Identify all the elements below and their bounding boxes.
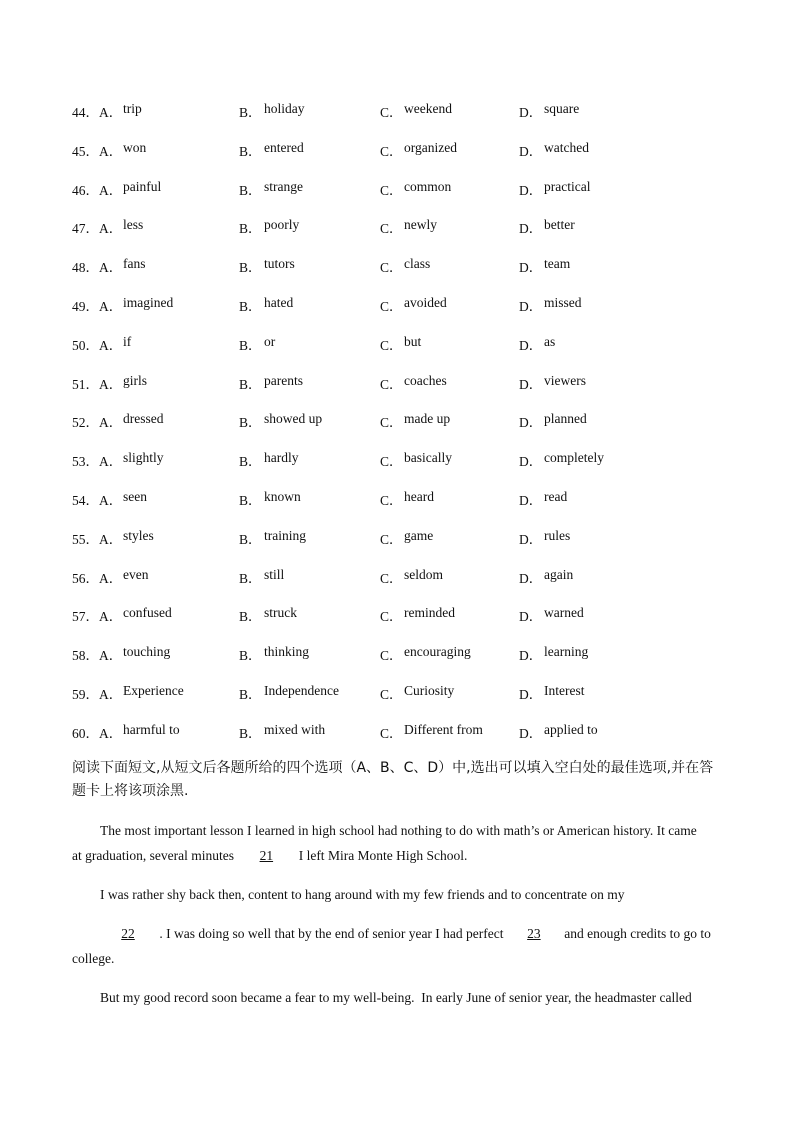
question-number: 51．: [72, 377, 99, 392]
option-label-b: B．: [239, 532, 262, 547]
option-label-a: A．: [99, 144, 123, 159]
blank-21: 21: [259, 848, 274, 863]
option-label-a: A．: [99, 105, 123, 120]
option-d: team: [544, 256, 571, 271]
option-label-a: A．: [99, 415, 123, 430]
option-label-d: D．: [519, 338, 543, 353]
option-b: struck: [264, 605, 297, 620]
question-number: 55．: [72, 532, 99, 547]
option-label-c: C．: [380, 338, 403, 353]
question-row: [0, 411, 794, 431]
option-c: made up: [404, 411, 451, 426]
question-row: [0, 179, 794, 199]
option-label-c: C．: [380, 105, 403, 120]
option-b: holiday: [264, 101, 305, 116]
option-b: or: [264, 334, 276, 349]
question-number: 58．: [72, 648, 99, 663]
option-label-c: C．: [380, 299, 403, 314]
option-d: warned: [544, 605, 584, 620]
blank-22: 22: [121, 926, 135, 941]
option-label-d: D．: [519, 687, 543, 702]
question-number: 48．: [72, 260, 99, 275]
option-label-d: D．: [519, 571, 543, 586]
question-number: 56．: [72, 571, 99, 586]
question-row: [0, 528, 794, 548]
option-d: Interest: [544, 683, 585, 698]
option-b: showed up: [264, 411, 323, 426]
option-a: even: [123, 567, 149, 582]
option-label-b: B．: [239, 260, 262, 275]
option-label-d: D．: [519, 532, 543, 547]
option-label-b: B．: [239, 144, 262, 159]
option-c: common: [404, 179, 452, 194]
option-a: if: [123, 334, 132, 349]
option-c: Different from: [404, 722, 483, 737]
question-row: [0, 489, 794, 509]
option-b: hated: [264, 295, 294, 310]
option-d: viewers: [544, 373, 586, 388]
option-d: learning: [544, 644, 589, 659]
question-number: 57．: [72, 609, 99, 624]
option-c: newly: [404, 217, 437, 232]
option-b: known: [264, 489, 301, 504]
option-label-b: B．: [239, 105, 262, 120]
option-label-b: B．: [239, 493, 262, 508]
option-d: square: [544, 101, 580, 116]
question-number: 59．: [72, 687, 99, 702]
option-label-c: C．: [380, 687, 403, 702]
option-label-b: B．: [239, 377, 262, 392]
option-d: practical: [544, 179, 591, 194]
option-label-c: C．: [380, 532, 403, 547]
option-label-c: C．: [380, 726, 403, 741]
option-a: painful: [123, 179, 162, 194]
option-label-d: D．: [519, 493, 543, 508]
option-a: won: [123, 140, 147, 155]
option-label-b: B．: [239, 726, 262, 741]
question-number: 44．: [72, 105, 99, 120]
option-label-a: A．: [99, 493, 123, 508]
option-label-d: D．: [519, 105, 543, 120]
option-label-c: C．: [380, 183, 403, 198]
question-row: [0, 295, 794, 315]
blank-23: 23: [527, 926, 541, 941]
section-instructions: 阅读下面短文,从短文后各题所给的四个选项（A、B、C、D）中,选出可以填入空白处的最佳选项,并在答题卡上将该项涂黑.: [72, 760, 714, 799]
question-row: [0, 373, 794, 393]
option-a: fans: [123, 256, 146, 271]
option-label-d: D．: [519, 299, 543, 314]
option-label-a: A．: [99, 183, 123, 198]
question-number: 60．: [72, 726, 99, 741]
option-b: training: [264, 528, 306, 543]
option-label-c: C．: [380, 260, 403, 275]
option-label-d: D．: [519, 183, 543, 198]
passage-line: [100, 823, 752, 839]
question-number: 53．: [72, 454, 99, 469]
option-label-c: C．: [380, 571, 403, 586]
option-a: girls: [123, 373, 148, 388]
option-c: game: [404, 528, 434, 543]
question-number: 47．: [72, 221, 99, 236]
option-label-a: A．: [99, 338, 123, 353]
passage-text: college.: [72, 951, 115, 966]
option-b: poorly: [264, 217, 300, 232]
option-d: again: [544, 567, 574, 582]
question-row: [0, 334, 794, 354]
option-label-d: D．: [519, 221, 543, 236]
option-label-a: A．: [99, 532, 123, 547]
question-number: 50．: [72, 338, 99, 353]
passage-text: and enough credits to go to: [564, 926, 711, 941]
option-c: avoided: [404, 295, 447, 310]
option-b: strange: [264, 179, 303, 194]
option-a: slightly: [123, 450, 164, 465]
option-label-b: B．: [239, 221, 262, 236]
option-label-d: D．: [519, 726, 543, 741]
passage-text: . I was doing so well that by the end of senior year I had perfect: [159, 926, 504, 941]
passage-text: I was rather shy back then, content to hang around with my few friends and to concentrate on my: [100, 887, 625, 902]
option-c: organized: [404, 140, 457, 155]
option-d: planned: [544, 411, 587, 426]
option-label-b: B．: [239, 648, 262, 663]
option-label-d: D．: [519, 260, 543, 275]
option-b: still: [264, 567, 285, 582]
option-c: basically: [404, 450, 452, 465]
option-label-a: A．: [99, 609, 123, 624]
option-c: encouraging: [404, 644, 471, 659]
option-a: Experience: [123, 683, 184, 698]
option-b: hardly: [264, 450, 299, 465]
question-row: [0, 101, 794, 121]
option-c: but: [404, 334, 422, 349]
option-b: Independence: [264, 683, 339, 698]
passage-text: I left Mira Monte High School.: [298, 848, 468, 863]
option-label-b: B．: [239, 183, 262, 198]
option-label-c: C．: [380, 454, 403, 469]
option-b: tutors: [264, 256, 295, 271]
option-label-b: B．: [239, 454, 262, 469]
question-number: 45．: [72, 144, 99, 159]
option-a: less: [123, 217, 144, 232]
option-label-c: C．: [380, 377, 403, 392]
passage-text: at graduation, several minutes: [72, 848, 234, 863]
option-c: coaches: [404, 373, 447, 388]
option-c: weekend: [404, 101, 452, 116]
option-label-d: D．: [519, 648, 543, 663]
option-a: imagined: [123, 295, 174, 310]
passage-line: [100, 990, 752, 1006]
question-row: [0, 567, 794, 587]
passage-line: [106, 926, 758, 942]
option-label-a: A．: [99, 571, 123, 586]
option-d: missed: [544, 295, 582, 310]
option-label-d: D．: [519, 144, 543, 159]
option-label-c: C．: [380, 221, 403, 236]
option-label-a: A．: [99, 726, 123, 741]
question-number: 46．: [72, 183, 99, 198]
option-label-c: C．: [380, 493, 403, 508]
option-label-b: B．: [239, 571, 262, 586]
option-d: watched: [544, 140, 589, 155]
option-label-c: C．: [380, 648, 403, 663]
passage-text: The most important lesson I learned in high school had nothing to do with math’s or American history. It came: [100, 823, 697, 838]
option-c: heard: [404, 489, 434, 504]
question-number: 49．: [72, 299, 99, 314]
option-a: confused: [123, 605, 172, 620]
option-a: dressed: [123, 411, 164, 426]
option-a: styles: [123, 528, 154, 543]
question-number: 52．: [72, 415, 99, 430]
question-row: [0, 683, 794, 703]
option-label-a: A．: [99, 299, 123, 314]
option-label-d: D．: [519, 377, 543, 392]
option-label-c: C．: [380, 609, 403, 624]
option-label-a: A．: [99, 221, 123, 236]
question-row: [0, 256, 794, 276]
option-d: better: [544, 217, 575, 232]
option-label-a: A．: [99, 260, 123, 275]
option-a: touching: [123, 644, 171, 659]
option-b: parents: [264, 373, 303, 388]
option-label-b: B．: [239, 609, 262, 624]
passage-line: [72, 848, 724, 864]
option-label-a: A．: [99, 377, 123, 392]
passage-text: But my good record soon became a fear to my well-being. In early June of senior year, the headmaster called: [100, 990, 692, 1005]
option-c: reminded: [404, 605, 455, 620]
option-c: Curiosity: [404, 683, 455, 698]
option-label-a: A．: [99, 687, 123, 702]
option-label-b: B．: [239, 299, 262, 314]
option-d: read: [544, 489, 568, 504]
option-label-d: D．: [519, 415, 543, 430]
question-row: [0, 605, 794, 625]
option-a: trip: [123, 101, 142, 116]
option-c: seldom: [404, 567, 443, 582]
option-label-c: C．: [380, 415, 403, 430]
question-row: [0, 450, 794, 470]
option-label-d: D．: [519, 454, 543, 469]
option-a: seen: [123, 489, 147, 504]
option-d: completely: [544, 450, 604, 465]
option-label-a: A．: [99, 454, 123, 469]
option-label-b: B．: [239, 687, 262, 702]
question-row: [0, 217, 794, 237]
option-b: thinking: [264, 644, 310, 659]
question-row: [0, 722, 794, 742]
option-label-d: D．: [519, 609, 543, 624]
option-a: harmful to: [123, 722, 180, 737]
option-label-b: B．: [239, 415, 262, 430]
option-b: mixed with: [264, 722, 326, 737]
question-row: [0, 644, 794, 664]
option-b: entered: [264, 140, 304, 155]
option-d: rules: [544, 528, 571, 543]
passage-line: [72, 951, 724, 967]
question-row: [0, 140, 794, 160]
option-d: as: [544, 334, 556, 349]
question-number: 54．: [72, 493, 99, 508]
option-label-c: C．: [380, 144, 403, 159]
option-label-a: A．: [99, 648, 123, 663]
option-d: applied to: [544, 722, 598, 737]
passage-line: [100, 887, 752, 903]
option-label-b: B．: [239, 338, 262, 353]
option-c: class: [404, 256, 431, 271]
